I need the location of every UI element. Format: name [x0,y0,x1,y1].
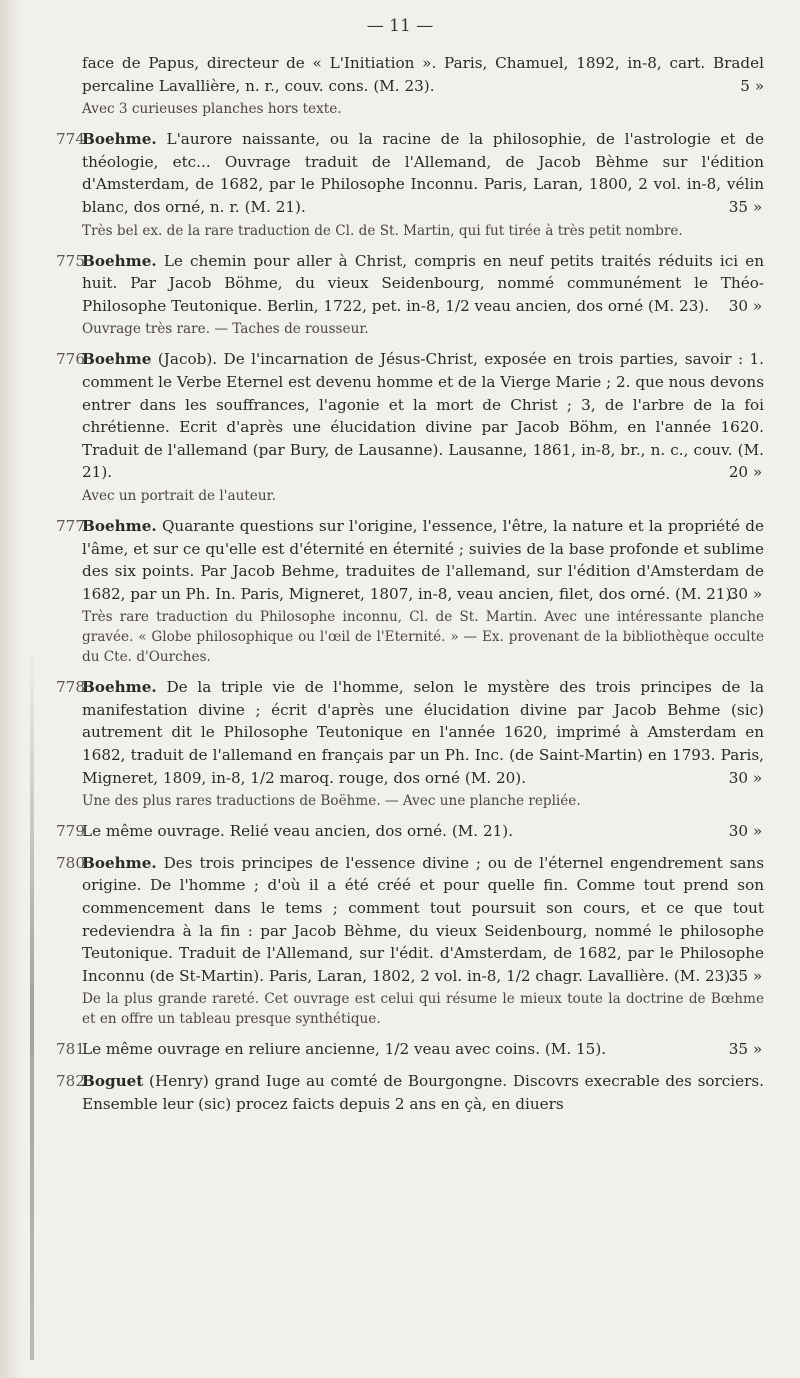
entry-note: Ouvrage très rare. — Taches de rousseur. [82,321,369,338]
entry-author: Boehme. [82,130,157,149]
entry-number: 774 [56,130,85,149]
entry-note: De la plus grande rareté. Cet ouvrage est celui qui résume le mieux toute la doctrine de Bœhme et en offre un tableau presque synthétique. [82,991,764,1028]
catalogue-entry [56,348,764,506]
entry-text: Quarante questions sur l'origine, l'essence, l'être, la nature et la propriété de l'âme, et sur ce qu'elle est d'éternité en éternité ; suivies de la base profonde et sublime des six points. Par Jacob Behme, traduites de l'allemand, sur l'édition d'Amsterdam de 1682, par un Ph. In. Paris, Migneret, 1807, in-8, veau ancien, filet, dos orné. (M. 21). [82,516,765,603]
catalogue-entry [56,250,764,340]
catalogue-entry [56,852,764,1030]
entry-description [56,52,764,97]
entry-author: Boehme. [82,678,157,697]
catalogue-entry [56,1038,764,1061]
entry-number: 781 [56,1040,85,1059]
entry-price: 30 » [728,584,763,603]
entry-text: Le chemin pour aller à Christ, compris en neuf petits traités réduits ici en huit. Par Jacob Böhme, du vieux Seidenbourg, nommé communément le Théo-Philosophe Teutonique. Berlin, 1722, pet. in-8, 1/2 veau ancien, dos orné (M. 23). [82,251,764,315]
entry-description [56,515,764,605]
entry-description [56,820,764,843]
entry-text: De la triple vie de l'homme, selon le mystère des trois principes de la manifestation divine ; écrit d'après une élucidation divine par Jacob Behme (sic) autrement dit le Philosophe Teutonique en l'année 1620, imprimé à Amsterdam en 1682, traduit de l'allemand en français par un Ph. Inc. (de Saint-Martin) en 1793. Paris, Migneret, 1809, in-8, 1/2 maroq. rouge, dos orné (M. 20). [82,678,764,787]
entry-number: 775 [56,251,85,270]
entry-price: 35 » [728,1040,763,1059]
entry-text: Le même ouvrage en reliure ancienne, 1/2 veau avec coins. (M. 15). [82,1040,607,1059]
catalogue-entry [56,676,764,811]
entry-text: Des trois principes de l'essence divine ; ou de l'éternel engendrement sans origine. De l'homme ; d'où il a été créé et pour quelle fin. Comme tout prend son commencement dans le tems ; comment tout poursuit son cours, et ce que tout redeviendra à la fin : par Jacob Bèhme, du vieux Seidenbourg, nommé le philosophe Teutonique. Traduit de l'Allemand, sur l'édit. d'Amsterdam, de 1682, par le Philosophe Inconnu (de St-Martin). Paris, Laran, 1802, 2 vol. in-8, 1/2 chagr. Lavallière. (M. 23). [82,853,764,985]
entry-author: Boehme. [82,251,157,270]
entry-note: Avec un portrait de l'auteur. [82,487,276,504]
catalogue-entry [56,52,764,119]
entry-price: 5 » [740,76,764,95]
catalogue-entry [56,1070,764,1115]
entry-number: 777 [56,516,85,535]
entry-description [56,1070,764,1115]
entry-description [56,852,764,988]
catalogue-entry [56,515,764,667]
entry-author: Boehme. [82,516,157,535]
catalogue-entry [56,820,764,843]
entry-author: Boguet [82,1072,144,1090]
catalogue-text [56,52,764,1124]
entry-price: 20 » [728,463,763,482]
entry-author: Boehme. [82,853,157,872]
entry-number: 780 [56,853,85,872]
entry-text: (Henry) grand Iuge au comté de Bourgongne. Discovrs execrable des sorciers. Ensemble leur (sic) procez faicts depuis 2 ans en çà, en diuers [82,1072,764,1113]
binding-shadow [30,640,34,1360]
entry-text: Le même ouvrage. Relié veau ancien, dos orné. (M. 21). [82,822,514,841]
entry-text: L'aurore naissante, ou la racine de la philosophie, de l'astrologie et de théologie, etc... Ouvrage traduit de l'Allemand, de Jacob Bèhme sur l'édition d'Amsterdam, de 1682, par le Philosophe Inconnu. Paris, Laran, 1800, 2 vol. in-8, vélin blanc, dos orné, n. r. (M. 21). [82,130,764,216]
entry-price: 30 » [728,822,763,841]
entry-description [56,676,764,789]
entry-description [56,250,764,318]
entry-price: 35 » [728,966,763,985]
page-number: — 11 — [366,16,434,36]
entry-price: 30 » [728,296,763,315]
page-edge-shadow [0,0,22,1378]
catalogue-entry [56,128,764,240]
entry-price: 30 » [728,768,763,787]
entry-description [56,128,764,218]
entry-note: Très bel ex. de la rare traduction de Cl. de St. Martin, qui fut tirée à très petit nombre. [82,222,683,239]
entry-text: (Jacob). De l'incarnation de Jésus-Christ, exposée en trois parties, savoir : 1. comment le Verbe Eternel est devenu homme et de la Vierge Marie ; 2. que nous devons entrer dans les souffrances, l'agonie et la mort de Christ ; 3, de l'arbre de la foi chrétienne. Ecrit d'après une élucidation divine par Jacob Böhm, en l'année 1620. Traduit de l'allemand (par Bury, de Lausanne). Lausanne, 1861, in-8, br., n. c., couv. (M. 21). [82,350,765,482]
entry-number: 776 [56,350,85,369]
entry-description [56,1038,764,1061]
entry-number: 778 [56,678,85,697]
entry-price: 35 » [728,197,763,216]
entry-note: Une des plus rares traductions de Boëhme. — Avec une planche repliée. [82,793,581,810]
entry-note: Avec 3 curieuses planches hors texte. [82,101,342,118]
entry-author: Boehme [82,350,152,369]
entry-description [56,348,764,484]
entry-note: Très rare traduction du Philosophe inconnu, Cl. de St. Martin. Avec une intéressante planche gravée. « Globe philosophique ou l'œil de l'Eternité. » — Ex. provenant de la bibliothèque occulte du Cte. d'Ourches. [82,609,764,666]
entry-number: 779 [56,822,85,841]
entry-number: 782 [56,1072,85,1090]
entry-text: face de Papus, directeur de « L'Initiation ». Paris, Chamuel, 1892, in-8, cart. Bradel percaline Lavallière, n. r., couv. cons. (M. 23). [82,54,764,95]
